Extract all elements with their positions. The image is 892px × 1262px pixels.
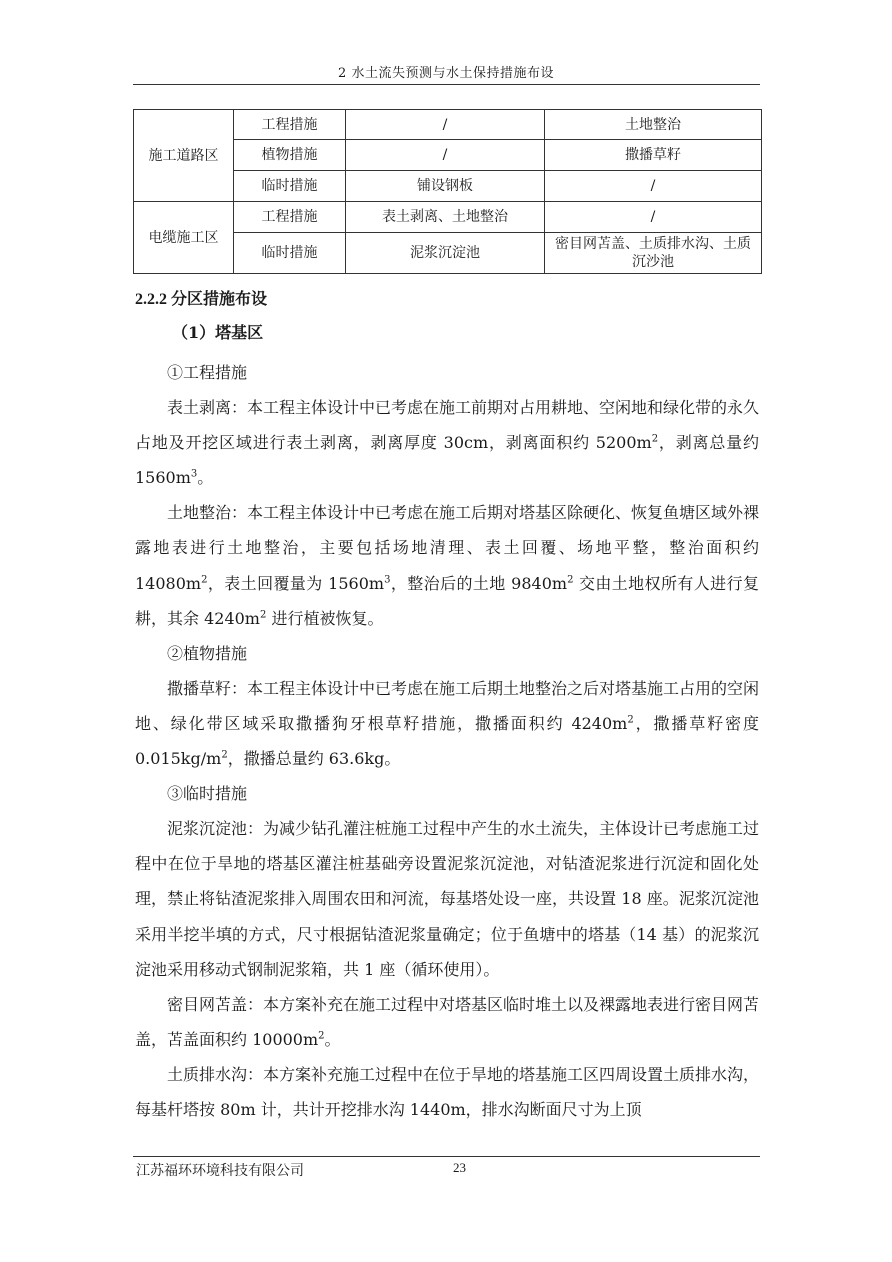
supplement-measure-cell: 密目网苫盖、土质排水沟、土质沉沙池 (545, 233, 762, 274)
table-row (134, 110, 762, 140)
measure-type-cell: 临时措施 (234, 171, 346, 202)
engineering-measures-title: ①工程措施 (167, 363, 248, 382)
land-remediation-paragraph: 土地整治：本工程主体设计中已考虑在施工后期对塔基区除硬化、恢复鱼塘区域外裸露地表进行土地整治，主要包括场地清理、表土回覆、场地平整，整治面积约 $14080m^2$，表土回覆量为 $1560m^3$，整治后的土地 $9840m^2$ 交由土地权所有人进行复耕，其余 $4240m^2$ 进行植被恢复。 (135, 503, 760, 628)
main-measure-cell: 表土剥离、土地整治 (346, 202, 545, 233)
measures-table (133, 109, 762, 274)
section-heading: 2.2.2 分区措施布设 (135, 291, 268, 308)
footer-company: 江苏福环环境科技有限公司 (136, 1163, 304, 1179)
running-header: 2 水土流失预测与水土保持措施布设 (338, 66, 554, 81)
grass-seeding-paragraph: 撒播草籽：本工程主体设计中已考虑在施工后期土地整治之后对塔基施工占用的空闲地、绿化带区域采取撒播狗牙根草籽措施，撒播面积约 $4240m^2$，撒播草籽密度 $0.015kg/m^2$，撒播总量约 63.6kg。 (135, 678, 760, 769)
mud-sedimentation-paragraph: 泥浆沉淀池：为减少钻孔灌注桩施工过程中产生的水土流失，主体设计已考虑施工过程中在位于旱地的塔基区灌注桩基础旁设置泥浆沉淀池，对钻渣泥浆进行沉淀和固化处理，禁止将钻渣泥浆排入周围农田和河流，每基塔处设一座，共设置 18 座。泥浆沉淀池采用半挖半填的方式，尺寸根据钻渣泥浆量确定；位于鱼塘中的塔基（14 基）的泥浆沉淀池采用移动式钢制泥浆箱，共 1 座（循环使用）。 (135, 819, 760, 979)
table-row (134, 202, 762, 233)
supplement-measure-cell: 土地整治 (545, 110, 762, 140)
footer-rule (133, 1156, 760, 1157)
plant-measures-title: ②植物措施 (167, 643, 248, 663)
header-rule (133, 84, 760, 85)
supplement-measure-cell: / (545, 171, 762, 202)
main-measure-cell: / (346, 110, 545, 140)
main-measure-cell: 铺设钢板 (346, 171, 545, 202)
temporary-measures-title: ③临时措施 (167, 784, 248, 804)
zone-cell: 电缆施工区 (134, 202, 234, 274)
supplement-measure-cell: / (545, 202, 762, 233)
measure-type-cell: 临时措施 (234, 233, 346, 274)
drainage-ditch-paragraph: 土质排水沟：本方案补充施工过程中在位于旱地的塔基施工区四周设置土质排水沟，每基杆塔按 80m 计，共计开挖排水沟 1440m，排水沟断面尺寸为上顶 (135, 1064, 760, 1119)
page-number: 23 (453, 1160, 466, 1175)
supplement-measure-cell: 撒播草籽 (545, 140, 762, 171)
zone-cell: 施工道路区 (134, 110, 234, 202)
subsection-heading: （1）塔基区 (172, 323, 264, 342)
mesh-cover-paragraph: 密目网苫盖：本方案补充在施工过程中对塔基区临时堆土以及裸露地表进行密目网苫盖，苫盖面积约 $10000m^2$。 (135, 994, 760, 1049)
main-measure-cell: / (346, 140, 545, 171)
main-measure-cell: 泥浆沉淀池 (346, 233, 545, 274)
measure-type-cell: 工程措施 (234, 202, 346, 233)
measure-type-cell: 工程措施 (234, 110, 346, 140)
topsoil-stripping-paragraph: 表土剥离：本工程主体设计中已考虑在施工前期对占用耕地、空闲地和绿化带的永久占地及开挖区域进行表土剥离，剥离厚度 30cm，剥离面积约 $5200m^2$，剥离总量约 $1560m^3$。 (135, 398, 760, 488)
measure-type-cell: 植物措施 (234, 140, 346, 171)
body-text (135, 355, 759, 1127)
